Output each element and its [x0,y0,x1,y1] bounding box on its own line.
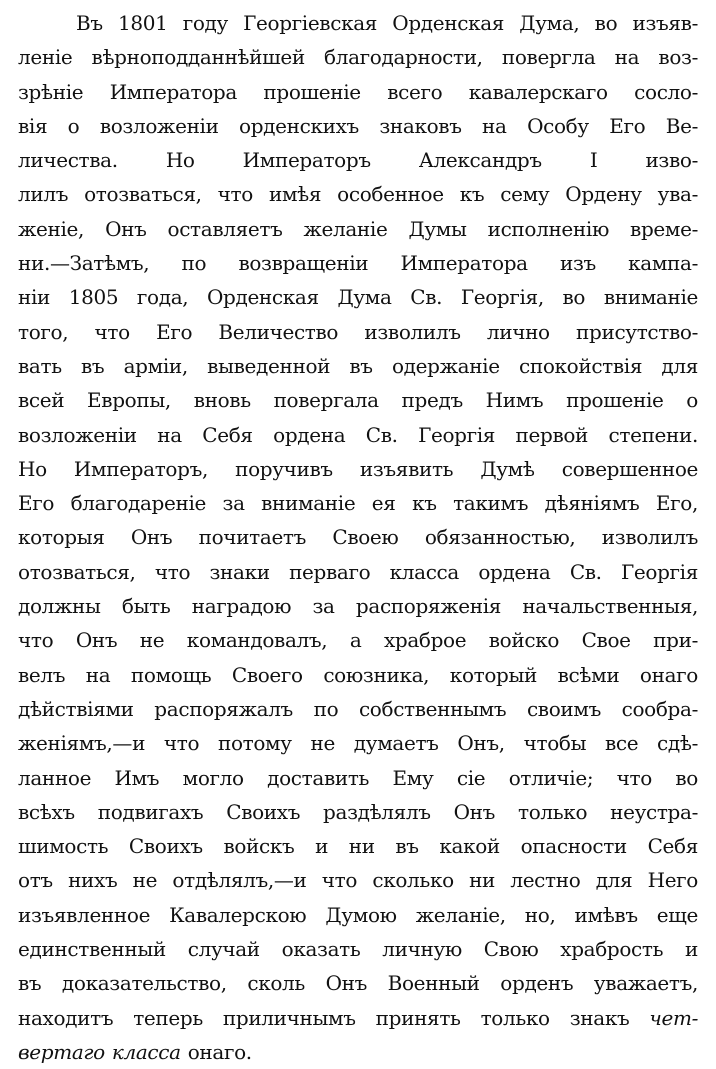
text-line: зрѣніе Императора прошеніе всего кавалерскаго сосло- [18,79,698,104]
italic-text: вертаго класса [18,1039,181,1064]
text-line [18,1001,698,1035]
text-line: изъявленное Кавалерскою Думою желаніе, но, имѣвъ еще [18,902,698,927]
text-line: личества. Но Императоръ Александръ I изво- [18,148,698,173]
text-line: леніе вѣрноподданнѣйшей благодарности, повергла на воз- [18,45,698,70]
italic-text: чет- [649,1005,698,1030]
text-line: ни.—Затѣмъ, по возвращеніи Императора изъ кампа- [18,251,698,276]
text-line: возложеніи на Себя ордена Св. Георгія первой степени. [18,422,698,447]
text-line: лилъ отозваться, что имѣя особенное къ сему Ордену ува- [18,182,698,207]
text-line: женіямъ,—и что потому не думаетъ Онъ, чтобы все сдѣ- [18,731,698,756]
text-line: Его благодареніе за вниманіе ея къ такимъ дѣяніямъ Его, [18,491,698,516]
text-line: всѣхъ подвигахъ Своихъ раздѣлялъ Онъ только неустра- [18,799,698,824]
text-line: женіе, Онъ оставляетъ желаніе Думы исполненію време- [18,216,698,241]
text-line: ланное Имъ могло доставить Ему сіе отличіе; что во [18,765,698,790]
text-line: что Онъ не командовалъ, а храброе войско Свое при- [18,628,698,653]
text-line [18,1035,698,1069]
text-line: единственный случай оказать личную Свою храбрость и [18,937,698,962]
text-line: велъ на помощь Своего союзника, который всѣми онаго [18,662,698,687]
text-line: шимость Своихъ войскъ и ни въ какой опасности Себя [18,834,698,859]
text-line: того, что Его Величество изволилъ лично присутство- [18,319,698,344]
text-paragraph [18,6,698,1069]
text-line: ніи 1805 года, Орденская Дума Св. Георгія, во вниманіе [18,285,698,310]
text-line: Въ 1801 году Георгіевская Орденская Дума, во изъяв- [76,11,698,35]
text-line: всей Европы, вновь повергала предъ Нимъ прошеніе о [18,388,698,413]
text-line: отъ нихъ не отдѣлялъ,—и что сколько ни лестно для Него [18,868,698,893]
text-line: отозваться, что знаки перваго класса ордена Св. Георгія [18,559,698,584]
text-line: дѣйствіями распоряжалъ по собственнымъ своимъ сообра- [18,696,698,721]
text-line: Но Императоръ, поручивъ изъявить Думѣ совершенное [18,456,698,481]
text-line: которыя Онъ почитаетъ Своею обязанностью, изволилъ [18,525,698,550]
text-line: должны быть наградою за распоряженія начальственныя, [18,594,698,619]
line-text: находитъ теперь приличнымъ принять только знакъ [18,1005,630,1030]
text-line: вать въ арміи, выведенной въ одержаніе спокойствія для [18,353,698,378]
text-line: въ доказательство, сколь Онъ Военный орденъ уважаетъ, [18,971,698,996]
line-text: онаго. [187,1039,252,1064]
text-line: вія о возложеніи орденскихъ знаковъ на Особу Его Ве- [18,113,698,138]
